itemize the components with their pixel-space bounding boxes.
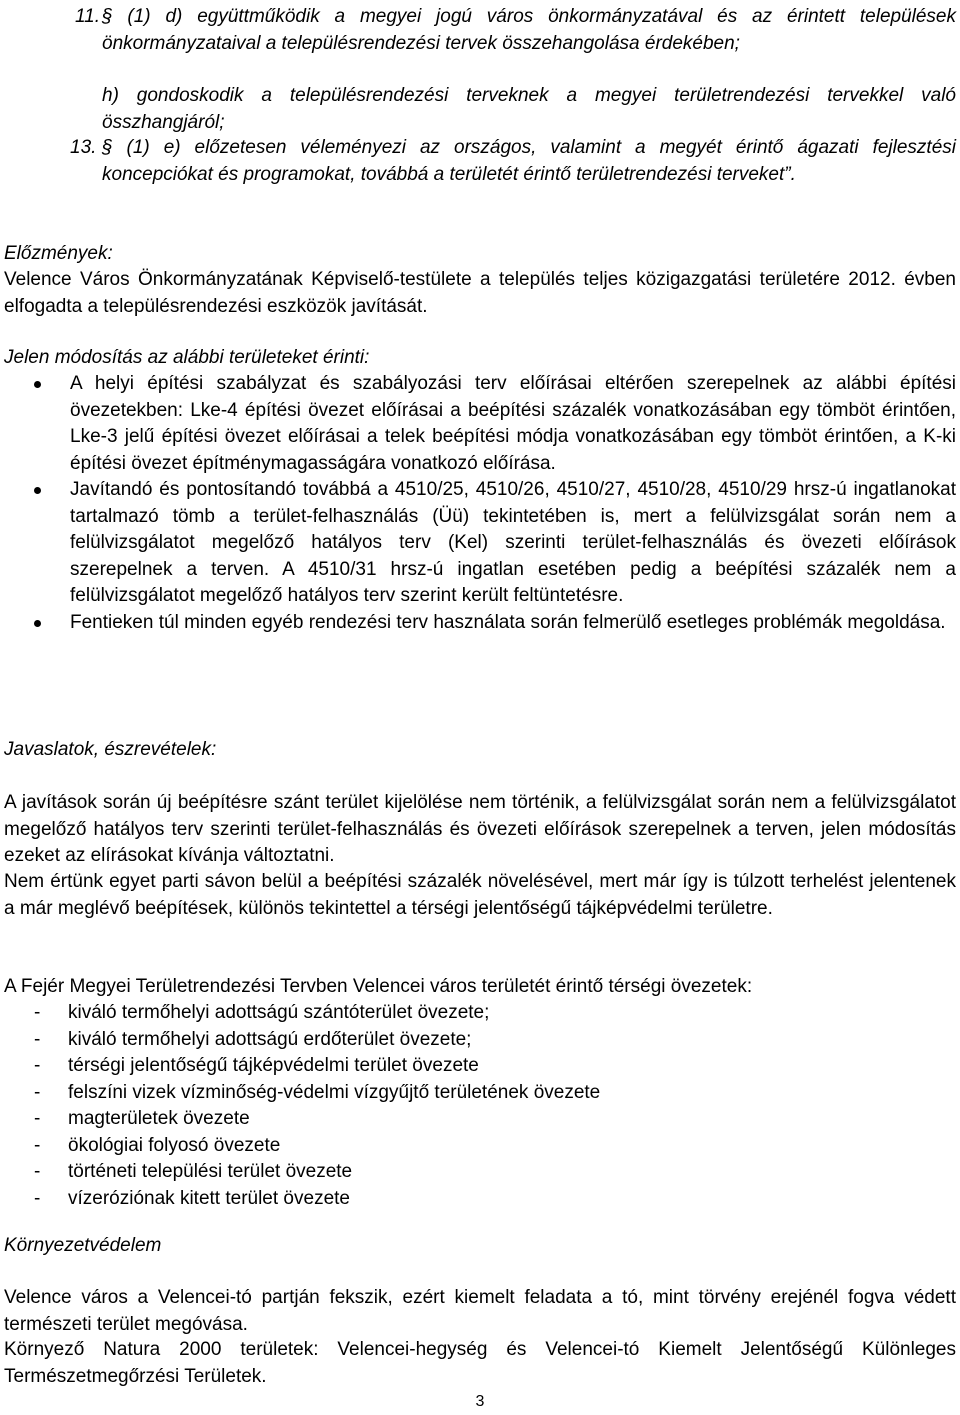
- kornyezet-paragraph-1: Velence város a Velencei-tó partján fekszik, ezért kiemelt feladata a tó, mint törvény erejénél fogva védett természeti terület megóvása.: [4, 1287, 956, 1335]
- dash-item: - történeti települési terület övezete: [4, 1159, 956, 1186]
- kornyezet-paragraph-2: Környező Natura 2000 területek: Velencei-hegység és Velencei-tó Kiemelt Jelentőségű Különleges Természetmegőrzési Területek.: [4, 1339, 956, 1387]
- modositas-bullet-list: [4, 371, 956, 636]
- javaslatok-paragraph-1: A javítások során új beépítésre szánt terület kijelölése nem történik, a felülvizsgálat során nem a felülvizsgálatot megelőző hatályos terv szerinti terület-felhasználás és övezeti előírások szerepelnek a terven, jelen módosítás ezeket az elírásokat kívánja változtatni.: [4, 792, 956, 866]
- zone-dash-list: [4, 1000, 956, 1212]
- dash-item: - kiváló termőhelyi adottságú erdőterület övezete;: [4, 1027, 956, 1054]
- section-heading-javaslatok: Javaslatok, észrevételek:: [4, 739, 217, 760]
- item-text: § (1) e) előzetesen véleményezi az országos, valamint a megyét érintő ágazati fejlesztési koncepciókat és programokat, továbbá a területét érintő területrendezési terveket”.: [102, 137, 956, 185]
- dash-item: - magterületek övezete: [4, 1106, 956, 1133]
- elozmenyek-text: Velence Város Önkormányzatának Képviselő-testülete a település teljes közigazgatási területére 2012. évben elfogadta a településrendezési eszközök javítását.: [4, 269, 956, 317]
- dash-item: - felszíni vizek vízminőség-védelmi vízgyűjtő területének övezete: [4, 1080, 956, 1107]
- section-heading-elozmenyek: Előzmények:: [4, 243, 113, 264]
- law-item-11-continuation: [102, 83, 956, 136]
- item-number: 11.: [75, 6, 101, 27]
- law-item-13: [70, 135, 956, 188]
- dash-item: - vízeróziónak kitett terület övezete: [4, 1186, 956, 1213]
- javaslatok-paragraph-2: Nem értünk egyet parti sávon belül a beépítési százalék növelésével, mert már így is túlzott terhelést jelentenek a már meglévő beépítések, különös tekintettel a térségi jelentőségű tájképvédelmi területre.: [4, 871, 956, 919]
- dash-item: - térségi jelentőségű tájképvédelmi terület övezete: [4, 1053, 956, 1080]
- javaslatok-paragraph-3: A Fejér Megyei Területrendezési Tervben Velencei város területét érintő térségi övezetek:: [4, 976, 753, 997]
- dash-item: - kiváló termőhelyi adottságú szántóterület övezete;: [4, 1000, 956, 1027]
- section-heading-kornyezetvedelem: Környezetvédelem: [4, 1235, 162, 1256]
- bullet-item: Javítandó és pontosítandó továbbá a 4510/25, 4510/26, 4510/27, 4510/28, 4510/29 hrsz-ú ingatlanokat tartalmazó tömb a terület-felhasználás (Üü) tekintetében is, mert a felülvizsgálat során nem a felülvizsgálatot megelőző hatályos terv (Kel) szerinti terület-felhasználás és övezeti előírások szerepelnek a terven. A 4510/31 hrsz-ú ingatlan esetében pedig a beépítési százalék nem a felülvizsgálatot megelőző hatályos terv szerint került feltüntetésre.: [4, 477, 956, 610]
- bullet-item: A helyi építési szabályzat és szabályozási terv előírásai eltérően szerepelnek az alábbi építési övezetekben: Lke-4 építési övezet előírásai a beépítési százalék vonatkozásában egy tömböt érintően, Lke-3 jelű építési övezet előírásai a telek beépítési módja vonatkozásában egy tömböt érintően, a K-ki építési övezet építménymagasságára vonatkozó előírása.: [4, 371, 956, 477]
- section-heading-modositas: Jelen módosítás az alábbi területeket érinti:: [4, 347, 370, 368]
- item-number: 13.: [70, 137, 97, 158]
- law-item-11: [75, 4, 956, 57]
- page-number: 3: [475, 1393, 485, 1410]
- dash-item: - ökológiai folyosó övezete: [4, 1133, 956, 1160]
- bullet-item: Fentieken túl minden egyéb rendezési terv használata során felmerülő esetleges problémák megoldása.: [4, 610, 956, 637]
- item-text: § (1) d) együttműködik a megyei jogú város önkormányzatával és az érintett települések önkormányzataival a településrendezési tervek összehangolása érdekében;: [102, 6, 956, 54]
- item-continuation-text: h) gondoskodik a településrendezési terveknek a megyei területrendezési tervekkel való összhangjáról;: [102, 85, 956, 133]
